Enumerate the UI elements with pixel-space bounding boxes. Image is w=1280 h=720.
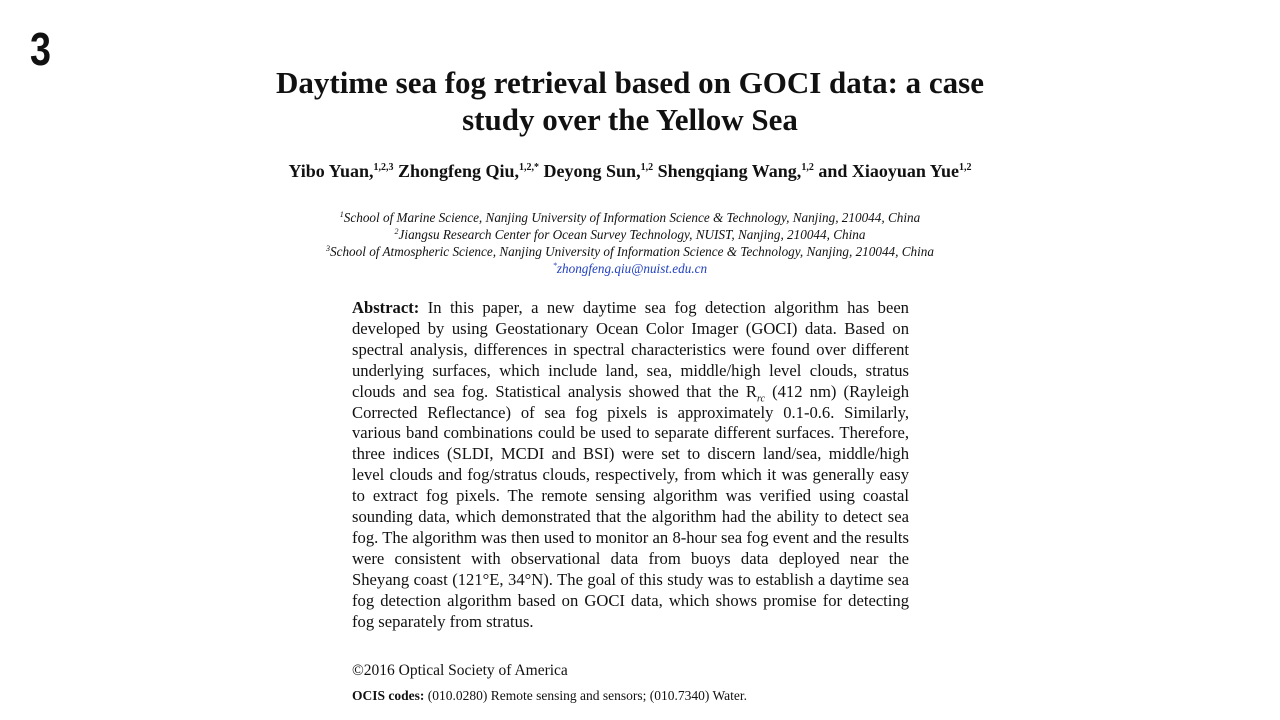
affiliation-text: School of Atmospheric Science, Nanjing University of Information Science & Technology, Nanjing, 210044, China — [330, 244, 934, 259]
author-affiliation-marker: 1,2 — [959, 162, 972, 173]
affiliation-line — [250, 209, 1010, 226]
abstract-label: Abstract: — [352, 298, 420, 317]
slide-number: 3 — [30, 23, 51, 75]
affiliation-line — [250, 243, 1010, 260]
affiliation-text: Jiangsu Research Center for Ocean Survey Technology, NUIST, Nanjing, 210044, China — [398, 227, 866, 242]
author-name: and Xiaoyuan Yue — [818, 161, 960, 181]
ocis-label: OCIS codes: — [352, 688, 425, 703]
affiliation-text: School of Marine Science, Nanjing University of Information Science & Technology, Nanjing, 210044, China — [343, 210, 921, 225]
affiliation-list — [250, 209, 1010, 277]
affiliation-marker: 1 — [339, 210, 344, 219]
author-name: Yibo Yuan, — [288, 161, 374, 181]
author-affiliation-marker: 1,2,* — [519, 162, 540, 173]
author-affiliation-marker: 1,2 — [640, 162, 654, 173]
author-affiliation-marker: 1,2 — [801, 162, 814, 173]
author-name: Shengqiang Wang, — [657, 161, 802, 181]
ocis-codes — [352, 687, 747, 705]
abstract-subscript: rc — [756, 392, 765, 404]
author-list — [280, 160, 980, 182]
corresponding-author-marker: * — [552, 261, 557, 270]
paper-title: Daytime sea fog retrieval based on GOCI data: a case study over the Yellow Sea — [275, 65, 985, 137]
copyright-notice: ©2016 Optical Society of America — [352, 662, 568, 679]
author-name: Deyong Sun, — [543, 161, 641, 181]
author-name: Zhongfeng Qiu, — [397, 161, 520, 181]
abstract-text-continued: (412 nm) (Rayleigh Corrected Reflectance) of sea fog pixels is approximately 0.1-0.6. Similarly, various band combinations could be used to separate different surfaces. Therefore, three indices (SLDI, MCDI and BSI) were set to discern land/sea, middle/high level clouds and fog/stratus clouds, respectively, from which it was generally easy to extract fog pixels. The remote sensing algorithm was verified using coastal sounding data, which demonstrated that the algorithm had the ability to detect sea fog. The algorithm was then used to monitor an 8-hour sea fog event and the results were consistent with observational data from buoys data deployed near the Sheyang coast (121°E, 34°N). The goal of this study was to establish a daytime sea fog detection algorithm based on GOCI data, which shows promise for detecting fog separately from stratus. — [352, 381, 909, 631]
affiliation-marker: 3 — [326, 244, 330, 253]
affiliation-line — [250, 226, 1010, 243]
corresponding-email[interactable] — [250, 260, 1010, 277]
affiliation-marker: 2 — [394, 227, 399, 236]
email-link[interactable]: zhongfeng.qiu@nuist.edu.cn — [556, 261, 708, 276]
ocis-text: (010.0280) Remote sensing and sensors; (010.7340) Water. — [427, 688, 748, 703]
abstract — [352, 298, 909, 633]
abstract-text: In this paper, a new daytime sea fog detection algorithm has been developed by using Geostationary Ocean Color Imager (GOCI) data. Based on spectral analysis, differences in spectral characteristics were found over different underlying surfaces, which include land, sea, middle/high level clouds, stratus clouds and sea fog. Statistical analysis showed that the R — [352, 298, 909, 401]
author-affiliation-marker: 1,2,3 — [373, 162, 394, 173]
